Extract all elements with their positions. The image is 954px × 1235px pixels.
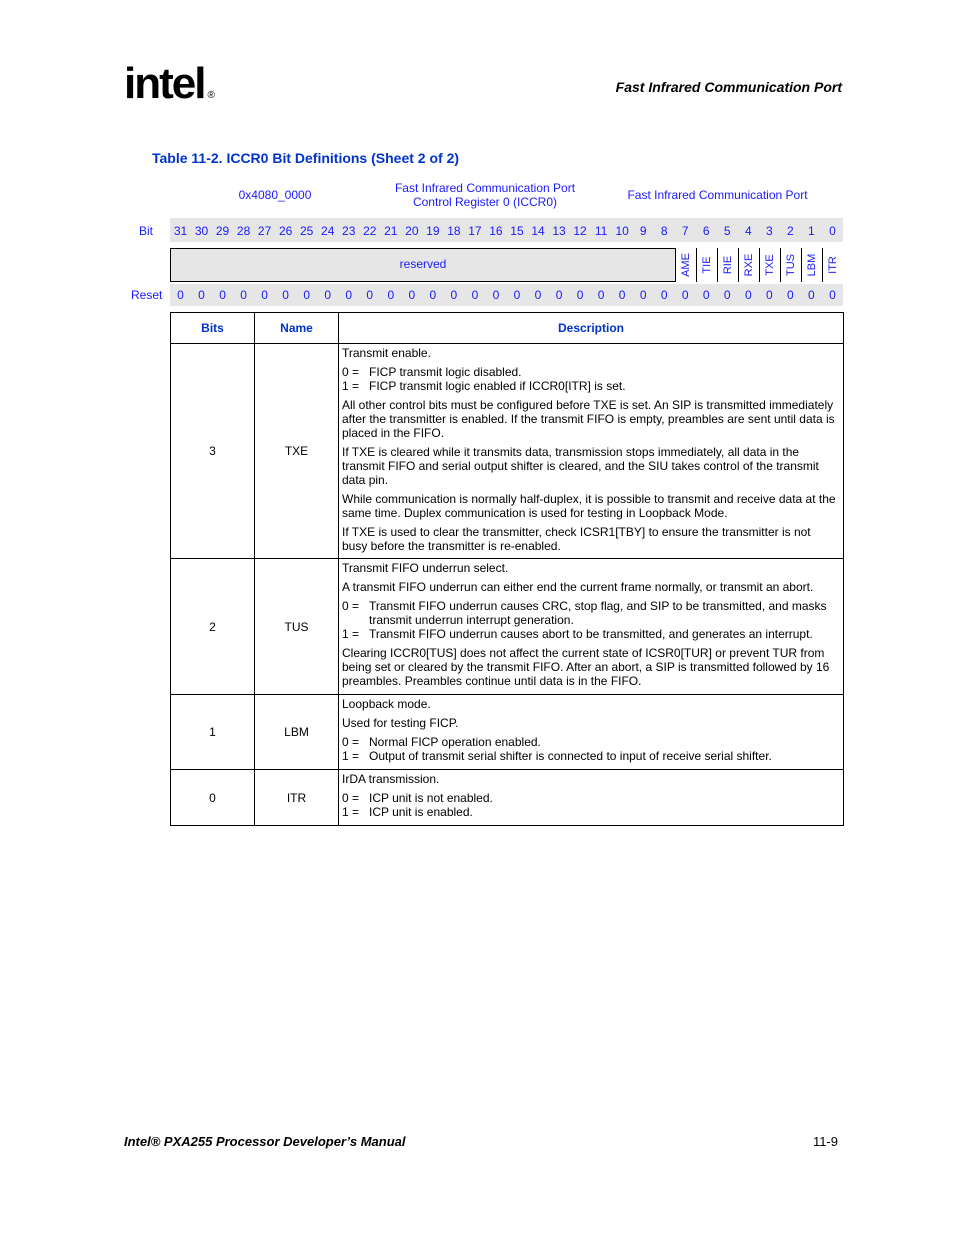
field-label: TXE <box>763 254 776 276</box>
option-item <box>342 627 839 641</box>
description-text: Used for testing FICP. <box>342 716 459 730</box>
bit-number: 15 <box>510 224 524 238</box>
option-list <box>342 735 839 763</box>
table-title: Table 11-2. ICCR0 Bit Definitions (Sheet 2 of 2) <box>152 150 460 166</box>
table-header-row <box>171 313 844 344</box>
bit-number: 18 <box>447 224 461 238</box>
reset-value: 0 <box>681 288 689 302</box>
reset-value: 0 <box>408 288 416 302</box>
row-bits: 2 <box>171 559 255 695</box>
row-description <box>339 344 844 559</box>
field-label: RXE <box>742 253 755 277</box>
bit-number: 9 <box>639 224 647 238</box>
register-unit: Fast Infrared Communication Port <box>627 188 808 202</box>
row-name: TUS <box>255 559 339 695</box>
option-value: ICP unit is not enabled. <box>369 791 493 805</box>
option-value: Transmit FIFO underrun causes CRC, stop flag, and SIP to be transmitted, and masks transmit underrun interrupt generation. <box>369 599 827 627</box>
reset-value: 0 <box>366 288 374 302</box>
register-address: 0x4080_0000 <box>238 188 312 202</box>
register-name-line2: Control Register 0 (ICCR0) <box>412 195 558 209</box>
row-bits: 0 <box>171 770 255 826</box>
footer-manual-title: Intel® PXA255 Processor Developer’s Manual <box>124 1134 406 1149</box>
option-value: Normal FICP operation enabled. <box>369 735 541 749</box>
option-key: 0 = <box>342 735 360 749</box>
reset-value: 0 <box>829 288 836 302</box>
header-bits: Bits <box>171 313 255 344</box>
field-label: LBM <box>805 253 818 277</box>
option-item <box>342 805 839 819</box>
bit-number: 25 <box>299 224 314 238</box>
bit-number: 4 <box>744 224 752 238</box>
description-text: Transmit FIFO underrun select. <box>342 561 509 575</box>
row-description <box>339 770 844 826</box>
option-item <box>342 379 839 393</box>
intel-logo <box>124 59 215 108</box>
reset-value: 0 <box>597 288 605 302</box>
reserved-field: reserved <box>399 257 447 271</box>
description-text: Loopback mode. <box>342 697 431 711</box>
field-label: RIE <box>721 255 734 275</box>
bit-number: 23 <box>342 224 356 238</box>
reset-value: 0 <box>744 288 752 302</box>
option-key: 1 = <box>342 379 360 393</box>
reset-value: 0 <box>198 288 205 302</box>
reset-value: 0 <box>639 288 647 302</box>
field-ame <box>675 248 696 282</box>
reset-value: 0 <box>177 288 184 302</box>
option-value: ICP unit is enabled. <box>369 805 473 819</box>
reset-value: 0 <box>324 288 332 302</box>
option-value: Output of transmit serial shifter is connected to input of receive serial shifter. <box>369 749 772 763</box>
reset-value: 0 <box>282 288 289 302</box>
bit-number: 8 <box>660 224 668 238</box>
section-title: Fast Infrared Communication Port <box>615 79 842 95</box>
field-rie <box>717 248 738 282</box>
bit-number: 28 <box>236 224 251 238</box>
reset-row-label: Reset <box>131 288 163 302</box>
option-item <box>342 791 839 805</box>
field-itr <box>822 248 843 282</box>
reset-value: 0 <box>702 288 710 302</box>
description-text: All other control bits must be configured before TXE is set. An SIP is transmitted immediately after the transmitter is enabled. If the transmit FIFO is empty, preambles are sent until data is placed in the FIFO. <box>342 398 835 440</box>
bit-number: 16 <box>489 224 503 238</box>
reset-value: 0 <box>787 288 794 302</box>
bit-number: 20 <box>405 224 419 238</box>
row-name: ITR <box>255 770 339 826</box>
header-name: Name <box>255 313 339 344</box>
footer-page-number: 11-9 <box>812 1134 838 1149</box>
option-key: 1 = <box>342 627 360 641</box>
description-text: A transmit FIFO underrun can either end the current frame normally, or transmit an abort. <box>342 580 814 594</box>
bit-number: 10 <box>615 224 629 238</box>
bit-number: 21 <box>384 224 398 238</box>
description-text: Transmit enable. <box>342 346 431 360</box>
field-tie <box>696 248 717 282</box>
option-key: 1 = <box>342 805 360 819</box>
reset-value: 0 <box>534 288 542 302</box>
register-name-line1: Fast Infrared Communication Port <box>394 181 576 195</box>
bit-number: 7 <box>681 224 689 238</box>
reset-value: 0 <box>808 288 815 302</box>
logo-text: intel <box>124 59 205 108</box>
row-description <box>339 559 844 695</box>
field-rxe <box>738 248 759 282</box>
reset-value: 0 <box>450 288 458 302</box>
bit-number: 0 <box>829 224 836 238</box>
description-text: While communication is normally half-duplex, it is possible to transmit and receive data at the same time. Duplex communication is used for testing in Loopback Mode. <box>342 492 836 520</box>
bit-number: 24 <box>321 224 335 238</box>
reset-value: 0 <box>471 288 479 302</box>
field-label: ITR <box>826 256 839 274</box>
bit-number: 26 <box>278 224 293 238</box>
option-key: 1 = <box>342 749 360 763</box>
option-key: 0 = <box>342 365 360 379</box>
bit-number: 12 <box>573 224 587 238</box>
field-txe <box>759 248 780 282</box>
reset-value: 0 <box>618 288 626 302</box>
table-row <box>171 695 844 770</box>
bit-number: 5 <box>723 224 731 238</box>
bit-number: 11 <box>594 224 608 238</box>
reset-value: 0 <box>576 288 584 302</box>
table-row <box>171 770 844 826</box>
reset-value: 0 <box>555 288 563 302</box>
reset-value: 0 <box>261 288 268 302</box>
description-text: If TXE is cleared while it transmits data, transmission stops immediately, all data in the transmit FIFO and serial output shifter is cleared, and the SIU takes control of the transmit data pin. <box>342 445 819 487</box>
option-value: FICP transmit logic enabled if ICCR0[ITR] is set. <box>369 379 626 393</box>
option-value: FICP transmit logic disabled. <box>369 365 522 379</box>
bit-number: 22 <box>363 224 377 238</box>
option-key: 0 = <box>342 791 360 805</box>
header-description: Description <box>339 313 844 344</box>
reset-value: 0 <box>513 288 521 302</box>
reset-value: 0 <box>492 288 500 302</box>
reset-value: 0 <box>429 288 437 302</box>
row-name: LBM <box>255 695 339 770</box>
field-tus <box>780 248 801 282</box>
description-text: If TXE is used to clear the transmitter, check ICSR1[TBY] to ensure the transmitter is not busy before the transmitter is re-enabled. <box>342 525 811 553</box>
bit-number: 27 <box>257 224 272 238</box>
option-list <box>342 791 839 819</box>
bit-number: 29 <box>215 224 230 238</box>
bit-row-label: Bit <box>139 224 154 238</box>
bit-number: 13 <box>552 224 566 238</box>
option-list <box>342 365 839 393</box>
reset-value: 0 <box>765 288 773 302</box>
field-label: TUS <box>784 254 797 276</box>
bit-number: 31 <box>173 224 188 238</box>
bit-number: 1 <box>808 224 815 238</box>
row-bits: 3 <box>171 344 255 559</box>
bit-number: 2 <box>787 224 794 238</box>
reset-value: 0 <box>240 288 247 302</box>
reset-value: 0 <box>387 288 395 302</box>
register-name <box>375 181 595 209</box>
bit-number: 19 <box>426 224 440 238</box>
bit-number: 17 <box>468 224 482 238</box>
table-row <box>171 344 844 559</box>
reset-value: 0 <box>345 288 353 302</box>
option-item <box>342 749 839 763</box>
field-lbm <box>801 248 822 282</box>
option-item <box>342 365 839 379</box>
row-description <box>339 695 844 770</box>
bit-definitions-table <box>170 312 844 826</box>
field-label: AME <box>679 253 692 277</box>
description-text: Clearing ICCR0[TUS] does not affect the current state of ICSR0[TUR] or prevent TUR from being set or cleared by the transmit FIFO. After an abort, a SIP is transmitted followed by 16 preambles. Preambles continue until data is in the FIFO. <box>342 646 830 688</box>
row-bits: 1 <box>171 695 255 770</box>
reset-value: 0 <box>723 288 731 302</box>
option-key: 0 = <box>342 599 360 613</box>
option-item <box>342 599 839 627</box>
bit-number: 3 <box>765 224 773 238</box>
bit-number: 30 <box>194 224 209 238</box>
bit-number: 14 <box>531 224 545 238</box>
option-item <box>342 735 839 749</box>
bit-number: 6 <box>702 224 710 238</box>
option-list <box>342 599 839 641</box>
description-text: IrDA transmission. <box>342 772 440 786</box>
row-name: TXE <box>255 344 339 559</box>
reset-value: 0 <box>219 288 226 302</box>
reset-value: 0 <box>303 288 311 302</box>
reset-value: 0 <box>660 288 668 302</box>
table-row <box>171 559 844 695</box>
logo-registered-mark: ® <box>207 90 215 101</box>
field-label: TIE <box>700 256 713 274</box>
option-value: Transmit FIFO underrun causes abort to be transmitted, and generates an interrupt. <box>369 627 813 641</box>
